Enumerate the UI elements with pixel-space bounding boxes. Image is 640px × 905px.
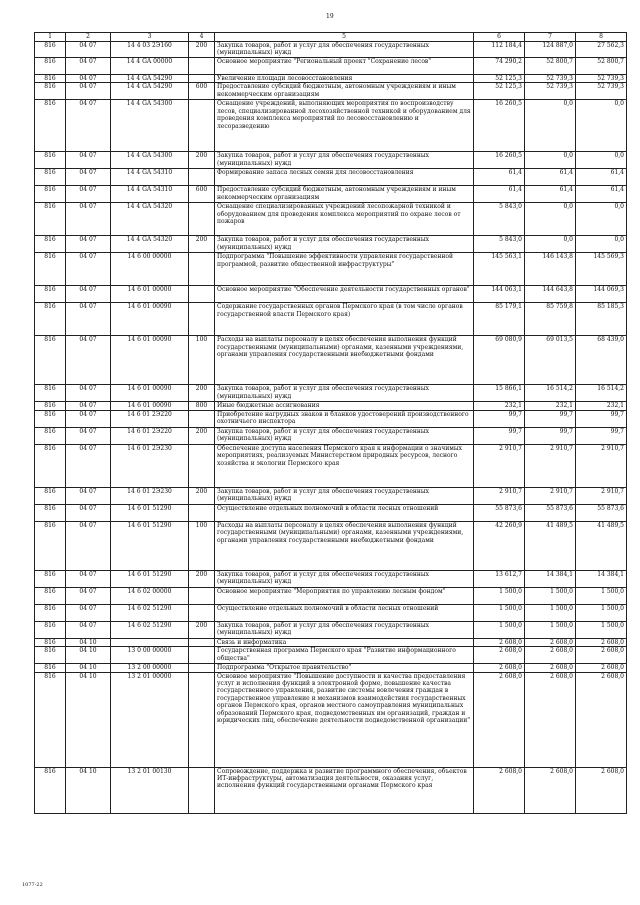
col-chapter: 816 — [35, 286, 66, 303]
budget-table — [34, 32, 627, 814]
col-year-2: 14 384,1 — [525, 570, 576, 587]
col-year-1: 2 608,0 — [474, 664, 525, 672]
col-chapter: 816 — [35, 767, 66, 813]
col-year-1: 2 910,7 — [474, 444, 525, 487]
col-year-3: 2 608,0 — [576, 767, 627, 813]
col-description: Увеличение площади лесовосстановления — [215, 75, 474, 83]
col-year-1: 85 179,1 — [474, 303, 525, 336]
col-year-3: 0,0 — [576, 236, 627, 253]
col-chapter: 816 — [35, 444, 66, 487]
header-cell: 7 — [525, 33, 576, 42]
col-description: Закупка товаров, работ и услуг для обеспечения государственных (муниципальных) нужд — [215, 427, 474, 444]
table-row — [35, 487, 627, 504]
table-row — [35, 444, 627, 487]
col-year-1: 13 612,7 — [474, 570, 525, 587]
col-year-1: 1 500,0 — [474, 587, 525, 604]
col-target: 14 4 03 2Э160 — [111, 42, 189, 58]
col-section: 04 07 — [66, 410, 111, 427]
header-cell: 4 — [189, 33, 215, 42]
col-expense-type: 200 — [189, 236, 215, 253]
col-year-1: 2 608,0 — [474, 767, 525, 813]
col-year-2: 2 608,0 — [525, 647, 576, 664]
col-year-3: 0,0 — [576, 152, 627, 169]
col-target: 14 6 01 51290 — [111, 504, 189, 521]
col-chapter: 816 — [35, 75, 66, 83]
page-number: 19 — [326, 13, 334, 20]
col-year-1: 15 866,1 — [474, 385, 525, 402]
col-target — [111, 638, 189, 646]
col-year-3: 14 384,1 — [576, 570, 627, 587]
col-expense-type: 200 — [189, 385, 215, 402]
col-year-1: 74 290,2 — [474, 58, 525, 75]
col-year-1: 52 125,3 — [474, 83, 525, 100]
col-year-2: 52 739,3 — [525, 83, 576, 100]
col-section: 04 07 — [66, 402, 111, 410]
col-description: Основное мероприятие "Повышение доступности и качества предоставления услуг и исполнения функций в электронной форме, повышение качества государственного управления, развитие системы вовлечения граждан в государственное управление и механизмов взаимодействия государственных органов Пермского края, органов местного самоуправления муниципальных образований Пермского края, подведомственных им организаций, граждан и юридических лиц, обеспечение деятельности подведомственной организации" — [215, 672, 474, 767]
col-year-2: 41 489,5 — [525, 521, 576, 570]
col-year-3: 16 514,2 — [576, 385, 627, 402]
col-section: 04 07 — [66, 570, 111, 587]
col-year-3: 0,0 — [576, 203, 627, 236]
header-cell: 6 — [474, 33, 525, 42]
col-description: Закупка товаров, работ и услуг для обеспечения государственных (муниципальных) нужд — [215, 42, 474, 58]
col-target: 14 4 GA 54320 — [111, 236, 189, 253]
table-row — [35, 83, 627, 100]
table-row — [35, 303, 627, 336]
col-target: 14 6 01 00090 — [111, 385, 189, 402]
col-year-3: 52 800,7 — [576, 58, 627, 75]
col-target: 14 4 GA 54320 — [111, 203, 189, 236]
col-year-3: 145 569,3 — [576, 253, 627, 286]
table-row — [35, 75, 627, 83]
col-chapter: 816 — [35, 647, 66, 664]
col-year-3: 99,7 — [576, 427, 627, 444]
col-chapter: 816 — [35, 504, 66, 521]
col-year-3: 2 608,0 — [576, 672, 627, 767]
col-year-1: 52 125,3 — [474, 75, 525, 83]
col-expense-type — [189, 504, 215, 521]
col-description: Оснащение учреждений, выполняющих мероприятия по воспроизводству лесов, специализированной лесохозяйственной техникой и оборудованием для проведения комплекса мероприятий по лесовосстановлению и лесоразведению — [215, 100, 474, 152]
col-target: 14 4 GA 54290 — [111, 75, 189, 83]
col-year-2: 2 910,7 — [525, 444, 576, 487]
header-cell: 1 — [35, 33, 66, 42]
col-section: 04 07 — [66, 152, 111, 169]
header-cell: 5 — [215, 33, 474, 42]
col-year-1: 42 260,9 — [474, 521, 525, 570]
table-row — [35, 672, 627, 767]
col-chapter: 816 — [35, 169, 66, 186]
col-chapter: 816 — [35, 42, 66, 58]
col-description: Подпрограмма "Повышение эффективности управления государственной программой, развитие общественной инфраструктуры" — [215, 253, 474, 286]
col-chapter: 816 — [35, 427, 66, 444]
col-expense-type — [189, 647, 215, 664]
col-year-3: 1 500,0 — [576, 604, 627, 621]
col-year-3: 61,4 — [576, 186, 627, 203]
col-year-3: 1 500,0 — [576, 587, 627, 604]
col-expense-type: 100 — [189, 521, 215, 570]
col-section: 04 10 — [66, 664, 111, 672]
col-year-1: 1 500,0 — [474, 604, 525, 621]
table-row — [35, 253, 627, 286]
col-year-2: 2 608,0 — [525, 664, 576, 672]
col-chapter: 816 — [35, 672, 66, 767]
col-expense-type — [189, 604, 215, 621]
col-target: 14 6 01 2Э230 — [111, 487, 189, 504]
col-year-2: 0,0 — [525, 203, 576, 236]
col-expense-type — [189, 664, 215, 672]
col-target: 14 6 01 00090 — [111, 303, 189, 336]
col-section: 04 10 — [66, 767, 111, 813]
col-section: 04 07 — [66, 253, 111, 286]
col-year-2: 1 500,0 — [525, 604, 576, 621]
col-section: 04 07 — [66, 100, 111, 152]
col-section: 04 07 — [66, 75, 111, 83]
col-target: 14 4 GA 54300 — [111, 152, 189, 169]
col-year-2: 55 873,6 — [525, 504, 576, 521]
col-chapter: 816 — [35, 303, 66, 336]
col-year-2: 0,0 — [525, 152, 576, 169]
col-expense-type — [189, 767, 215, 813]
col-expense-type: 800 — [189, 402, 215, 410]
col-year-3: 2 608,0 — [576, 647, 627, 664]
col-year-3: 55 873,6 — [576, 504, 627, 521]
col-expense-type — [189, 587, 215, 604]
col-section: 04 07 — [66, 186, 111, 203]
col-expense-type — [189, 672, 215, 767]
col-year-2: 2 910,7 — [525, 487, 576, 504]
col-chapter: 816 — [35, 621, 66, 638]
col-target: 14 6 01 51290 — [111, 521, 189, 570]
col-expense-type: 100 — [189, 336, 215, 385]
col-year-2: 99,7 — [525, 427, 576, 444]
col-year-1: 2 608,0 — [474, 672, 525, 767]
col-target: 13 2 00 00000 — [111, 664, 189, 672]
col-year-1: 61,4 — [474, 169, 525, 186]
col-target: 14 6 01 00090 — [111, 336, 189, 385]
header-cell: 3 — [111, 33, 189, 42]
table-row — [35, 186, 627, 203]
col-chapter: 816 — [35, 587, 66, 604]
col-description: Сопровождение, поддержка и развитие программного обеспечения, объектов ИТ-инфраструктуры, автоматизация деятельности, оказания услуг, исполнения функций государственными органами Пермского края — [215, 767, 474, 813]
col-description: Расходы на выплаты персоналу в целях обеспечения выполнения функций государственными (муниципальными) органами, казенными учреждениями, органами управления государственными внебюджетными фондами — [215, 336, 474, 385]
col-description: Расходы на выплаты персоналу в целях обеспечения выполнения функций государственными (муниципальными) органами, казенными учреждениями, органами управления государственными внебюджетными фондами — [215, 521, 474, 570]
col-expense-type: 200 — [189, 152, 215, 169]
col-target: 13 0 00 00000 — [111, 647, 189, 664]
col-expense-type — [189, 444, 215, 487]
col-year-2: 0,0 — [525, 236, 576, 253]
col-description: Обеспечение доступа населения Пермского края к информации о значимых мероприятиях, реализуемых Министерством природных ресурсов, лесного хозяйства и экологии Пермского края — [215, 444, 474, 487]
col-expense-type — [189, 638, 215, 646]
col-target: 14 6 01 2Э220 — [111, 427, 189, 444]
table-row — [35, 100, 627, 152]
col-section: 04 07 — [66, 236, 111, 253]
col-description: Иные бюджетные ассигнования — [215, 402, 474, 410]
table-row — [35, 286, 627, 303]
col-chapter: 816 — [35, 521, 66, 570]
col-expense-type: 600 — [189, 83, 215, 100]
col-section: 04 07 — [66, 504, 111, 521]
col-chapter: 816 — [35, 203, 66, 236]
col-chapter: 816 — [35, 410, 66, 427]
col-target: 14 6 00 00000 — [111, 253, 189, 286]
col-section: 04 07 — [66, 621, 111, 638]
col-target: 14 6 02 51290 — [111, 621, 189, 638]
col-year-1: 5 843,0 — [474, 236, 525, 253]
col-year-2: 144 643,8 — [525, 286, 576, 303]
col-target: 13 2 01 00130 — [111, 767, 189, 813]
col-chapter: 816 — [35, 152, 66, 169]
col-year-2: 61,4 — [525, 186, 576, 203]
header-row — [35, 33, 627, 42]
col-target: 14 4 GA 54290 — [111, 83, 189, 100]
col-year-3: 41 489,5 — [576, 521, 627, 570]
col-chapter: 816 — [35, 385, 66, 402]
col-chapter: 816 — [35, 638, 66, 646]
col-section: 04 07 — [66, 42, 111, 58]
table-row — [35, 402, 627, 410]
table-row — [35, 647, 627, 664]
col-year-3: 144 069,3 — [576, 286, 627, 303]
col-year-3: 2 910,7 — [576, 444, 627, 487]
col-year-1: 2 910,7 — [474, 487, 525, 504]
col-description: Государственная программа Пермского края "Развитие информационного общества" — [215, 647, 474, 664]
col-target: 14 6 01 00000 — [111, 286, 189, 303]
col-description: Основное мероприятие "Мероприятия по управлению лесным фондом" — [215, 587, 474, 604]
col-target: 14 6 02 51290 — [111, 604, 189, 621]
footer-code: 1077-22 — [22, 882, 43, 888]
col-section: 04 10 — [66, 638, 111, 646]
col-year-3: 52 739,3 — [576, 75, 627, 83]
col-year-2: 85 759,8 — [525, 303, 576, 336]
header-cell: 2 — [66, 33, 111, 42]
col-year-3: 27 562,3 — [576, 42, 627, 58]
table-row — [35, 410, 627, 427]
col-year-2: 69 013,5 — [525, 336, 576, 385]
col-chapter: 816 — [35, 487, 66, 504]
col-section: 04 07 — [66, 604, 111, 621]
col-section: 04 07 — [66, 83, 111, 100]
col-section: 04 10 — [66, 672, 111, 767]
col-chapter: 816 — [35, 58, 66, 75]
col-expense-type — [189, 253, 215, 286]
col-target: 14 6 01 00090 — [111, 402, 189, 410]
col-expense-type — [189, 303, 215, 336]
col-description: Осуществление отдельных полномочий в области лесных отношений — [215, 504, 474, 521]
col-expense-type — [189, 203, 215, 236]
col-chapter: 816 — [35, 402, 66, 410]
col-year-3: 68 439,0 — [576, 336, 627, 385]
col-description: Основное мероприятие "Обеспечение деятельности государственных органов" — [215, 286, 474, 303]
col-section: 04 07 — [66, 336, 111, 385]
col-year-2: 232,1 — [525, 402, 576, 410]
col-expense-type — [189, 100, 215, 152]
col-description: Закупка товаров, работ и услуг для обеспечения государственных (муниципальных) нужд — [215, 570, 474, 587]
col-year-2: 61,4 — [525, 169, 576, 186]
table-row — [35, 42, 627, 58]
col-description: Закупка товаров, работ и услуг для обеспечения государственных (муниципальных) нужд — [215, 152, 474, 169]
col-description: Оснащение специализированных учреждений лесопожарной техникой и оборудованием для проведения комплекса мероприятий по охране лесов от пожаров — [215, 203, 474, 236]
col-target: 13 2 01 00000 — [111, 672, 189, 767]
col-chapter: 816 — [35, 604, 66, 621]
col-year-1: 144 063,1 — [474, 286, 525, 303]
col-section: 04 10 — [66, 647, 111, 664]
table-row — [35, 336, 627, 385]
table-row — [35, 638, 627, 646]
col-expense-type: 200 — [189, 621, 215, 638]
table-row — [35, 604, 627, 621]
col-year-2: 2 608,0 — [525, 767, 576, 813]
col-chapter: 816 — [35, 186, 66, 203]
col-expense-type: 200 — [189, 570, 215, 587]
table-body — [35, 33, 627, 814]
col-year-1: 2 608,0 — [474, 647, 525, 664]
col-description: Связь и информатика — [215, 638, 474, 646]
col-section: 04 07 — [66, 427, 111, 444]
col-section: 04 07 — [66, 587, 111, 604]
col-year-1: 2 608,0 — [474, 638, 525, 646]
table-row — [35, 427, 627, 444]
col-description: Приобретение нагрудных знаков и бланков удостоверений производственного охотничьего инспектора — [215, 410, 474, 427]
col-target: 14 4 GA 54300 — [111, 100, 189, 152]
col-description: Закупка товаров, работ и услуг для обеспечения государственных (муниципальных) нужд — [215, 385, 474, 402]
header-cell: 8 — [576, 33, 627, 42]
col-expense-type — [189, 169, 215, 186]
col-year-3: 99,7 — [576, 410, 627, 427]
col-chapter: 816 — [35, 253, 66, 286]
col-target: 14 4 GA 00000 — [111, 58, 189, 75]
col-year-1: 145 563,1 — [474, 253, 525, 286]
table-row — [35, 504, 627, 521]
col-year-2: 0,0 — [525, 100, 576, 152]
col-year-1: 112 184,4 — [474, 42, 525, 58]
col-year-2: 1 500,0 — [525, 621, 576, 638]
col-expense-type: 200 — [189, 427, 215, 444]
col-year-1: 5 843,0 — [474, 203, 525, 236]
col-chapter: 816 — [35, 83, 66, 100]
col-year-2: 1 500,0 — [525, 587, 576, 604]
col-description: Закупка товаров, работ и услуг для обеспечения государственных (муниципальных) нужд — [215, 236, 474, 253]
col-target: 14 6 01 2Э230 — [111, 444, 189, 487]
col-year-2: 2 608,0 — [525, 638, 576, 646]
col-expense-type — [189, 286, 215, 303]
col-target: 14 6 02 00000 — [111, 587, 189, 604]
table-row — [35, 236, 627, 253]
col-expense-type — [189, 410, 215, 427]
col-year-1: 69 080,9 — [474, 336, 525, 385]
table-row — [35, 570, 627, 587]
col-year-2: 124 887,0 — [525, 42, 576, 58]
col-year-1: 16 260,5 — [474, 152, 525, 169]
col-expense-type: 600 — [189, 186, 215, 203]
col-description: Формирование запаса лесных семян для лесовосстановления — [215, 169, 474, 186]
col-year-3: 2 608,0 — [576, 664, 627, 672]
col-expense-type — [189, 75, 215, 83]
col-target: 14 4 GA 54310 — [111, 169, 189, 186]
col-section: 04 07 — [66, 487, 111, 504]
table-row — [35, 767, 627, 813]
col-section: 04 07 — [66, 203, 111, 236]
col-target: 14 6 01 2Э220 — [111, 410, 189, 427]
col-year-2: 2 608,0 — [525, 672, 576, 767]
col-year-3: 232,1 — [576, 402, 627, 410]
table-row — [35, 169, 627, 186]
col-expense-type: 200 — [189, 42, 215, 58]
table-row — [35, 587, 627, 604]
table-row — [35, 152, 627, 169]
col-year-1: 99,7 — [474, 410, 525, 427]
table-row — [35, 385, 627, 402]
col-section: 04 07 — [66, 58, 111, 75]
col-year-1: 55 873,6 — [474, 504, 525, 521]
col-description: Подпрограмма "Открытое правительство" — [215, 664, 474, 672]
col-year-2: 52 800,7 — [525, 58, 576, 75]
col-section: 04 07 — [66, 521, 111, 570]
col-target: 14 6 01 51290 — [111, 570, 189, 587]
col-year-1: 99,7 — [474, 427, 525, 444]
col-year-1: 61,4 — [474, 186, 525, 203]
col-target: 14 4 GA 54310 — [111, 186, 189, 203]
col-section: 04 07 — [66, 444, 111, 487]
col-year-3: 85 185,3 — [576, 303, 627, 336]
col-year-3: 0,0 — [576, 100, 627, 152]
table-row — [35, 664, 627, 672]
table-row — [35, 203, 627, 236]
table-row — [35, 58, 627, 75]
col-section: 04 07 — [66, 286, 111, 303]
col-year-2: 52 739,3 — [525, 75, 576, 83]
col-year-3: 1 500,0 — [576, 621, 627, 638]
col-chapter: 816 — [35, 100, 66, 152]
col-year-1: 1 500,0 — [474, 621, 525, 638]
col-chapter: 816 — [35, 236, 66, 253]
col-year-3: 61,4 — [576, 169, 627, 186]
col-description: Содержание государственных органов Пермского края (в том числе органов государственной власти Пермского края) — [215, 303, 474, 336]
col-year-3: 2 608,0 — [576, 638, 627, 646]
col-description: Предоставление субсидий бюджетным, автономным учреждениям и иным некоммерческим организациям — [215, 83, 474, 100]
col-year-3: 52 739,3 — [576, 83, 627, 100]
col-section: 04 07 — [66, 385, 111, 402]
col-chapter: 816 — [35, 336, 66, 385]
col-year-1: 232,1 — [474, 402, 525, 410]
col-description: Закупка товаров, работ и услуг для обеспечения государственных (муниципальных) нужд — [215, 621, 474, 638]
col-section: 04 07 — [66, 303, 111, 336]
col-expense-type: 200 — [189, 487, 215, 504]
col-description: Осуществление отдельных полномочий в области лесных отношений — [215, 604, 474, 621]
col-description: Закупка товаров, работ и услуг для обеспечения государственных (муниципальных) нужд — [215, 487, 474, 504]
col-year-2: 146 143,8 — [525, 253, 576, 286]
table-row — [35, 621, 627, 638]
col-year-3: 2 910,7 — [576, 487, 627, 504]
col-section: 04 07 — [66, 169, 111, 186]
col-year-2: 16 514,2 — [525, 385, 576, 402]
col-description: Предоставление субсидий бюджетным, автономным учреждениям и иным некоммерческим организациям — [215, 186, 474, 203]
col-chapter: 816 — [35, 570, 66, 587]
col-year-1: 16 260,5 — [474, 100, 525, 152]
col-year-2: 99,7 — [525, 410, 576, 427]
col-description: Основное мероприятие "Региональный проект "Сохранение лесов" — [215, 58, 474, 75]
table-row — [35, 521, 627, 570]
col-expense-type — [189, 58, 215, 75]
col-chapter: 816 — [35, 664, 66, 672]
